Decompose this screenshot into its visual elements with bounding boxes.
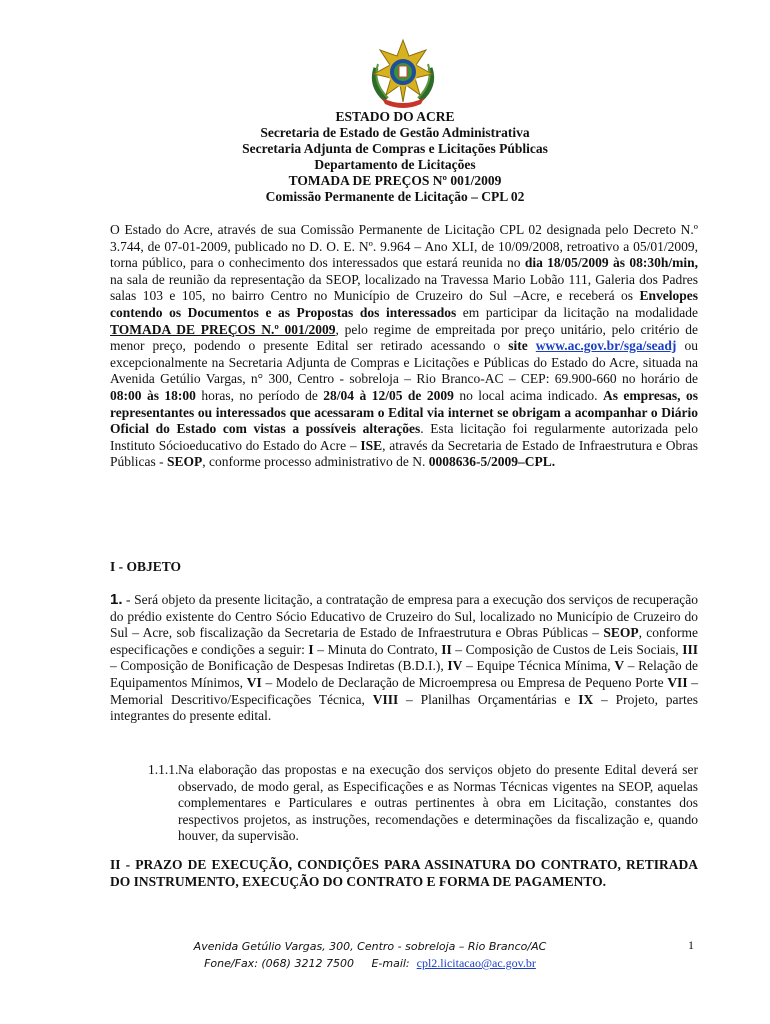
item-number: 1. [110,591,123,608]
header-commission: Comissão Permanente de Licitação – CPL 02 [265,189,525,204]
intro-text: , através da Secretaria de Estado de Infraestrutura e Obras Públicas - [110,437,698,470]
envelopes-text: Envelopes contendo os Documentos e as Propostas dos interessados [110,288,698,320]
document-header [100,109,690,205]
site-link[interactable]: www.ac.gov.br/sga/seadj [535,338,677,354]
intro-text: O Estado do Acre, através de sua Comissão Permanente de Licitação CPL 02 designada pelo Decreto N.º 3.744, de 07-01-2009, publicado no D. O. E. Nº. 9.964 – Ano XLI, de 10/09/2008, retroativo a 05/01/2009, torna público, para o conhecimento dos interessados que estará reunida no [110,222,698,271]
objeto-text: – Minuta do Contrato, [313,641,442,657]
header-department: Departamento de Licitações [314,157,476,172]
subitem-text: Na elaboração das propostas e na execução dos serviços objeto do presente Edital deverá ser observado, de modo geral, as Especificações e as Normas Técnicas vigentes na SEOP, aquelas complementares e Particulares e outras pertinentes à obra em Licitação, constantes dos respectivos projetos, as instruções, recomendações e determinações da fiscalização e, quando houver, da supervisão. [178,762,698,844]
seop-acronym: SEOP [603,625,639,641]
footer-contact [150,955,590,972]
intro-text: horas, no período de [195,387,324,403]
objeto-text: – Equipe Técnica Mínima, [462,658,615,674]
seop-acronym: SEOP [167,454,203,470]
roman-numeral: V [614,658,625,674]
intro-paragraph [110,222,698,471]
footer-phone: Fone/Fax: (068) 3212 7500 [204,957,354,970]
footer-address: Avenida Getúlio Vargas, 300, Centro - sobreloja – Rio Branco/AC [193,940,547,953]
intro-text: no local acima indicado. [453,387,603,403]
header-state: ESTADO DO ACRE [335,109,455,124]
objeto-text: , conforme especificações e condições a seguir: [110,625,698,657]
roman-numeral: IV [447,658,463,674]
header-secretariat: Secretaria de Estado de Gestão Administrativa [260,125,530,140]
roman-numeral: II [441,641,452,657]
objeto-text: – Composição de Custos de Leis Sociais, [451,641,683,657]
section-2-title: II - PRAZO DE EXECUÇÃO, CONDIÇÕES PARA ASSINATURA DO CONTRATO, RETIRADA DO INSTRUMENTO, EXECUÇÃO DO CONTRATO E FORMA DE PAGAMENTO. [110,857,698,889]
tender-modality: TOMADA DE PREÇOS N.º 001/2009 [110,321,336,337]
objeto-text: – Composição de Bonificação de Despesas Indiretas (B.D.I.), [110,658,448,674]
page-footer [150,938,590,972]
meeting-datetime: dia 18/05/2009 às 08:30h/min, [524,255,698,271]
objeto-text: – Memorial Descritivo/Especificações Técnica, [110,674,699,707]
objeto-text: – Relação de Equipamentos Mínimos, [110,658,698,690]
intro-text: , pelo regime de empreitada por preço unitário, pelo critério de menor preço, podendo o presente Edital ser retirado acessando o [110,321,698,354]
availability-period: 28/04 à 12/05 de 2009 [323,387,454,403]
footer-email-link[interactable]: cpl2.licitacao@ac.gov.br [416,956,536,970]
header-adjunct-secretariat: Secretaria Adjunta de Compras e Licitações Públicas [242,141,548,156]
intro-text: na sala de reunião da representação da SEOP, localizado na Travessa Mario Lobão 111, Galeria dos Padres salas 103 e 105, no bairro Centro no Município de Cruzeiro do Sul –Acre, e receberá os [110,271,698,304]
objeto-text: – Projeto, partes integrantes do presente edital. [110,691,698,724]
intro-text: , conforme processo administrativo de N. [202,454,429,470]
objeto-text: – Modelo de Declaração de Microempresa ou Empresa de Pequeno Porte [261,674,668,690]
intro-text: ou excepcionalmente na Secretaria Adjunta de Compras e Licitações e Públicas do Estado do Acre, situada na Avenida Getúlio Vargas, n° 300, Centro - sobreloja – Rio Branco-AC – CEP: 69.900-660 no horário de [110,338,699,387]
intro-text: em participar da licitação na modalidade [456,304,698,320]
section-objeto-title: I - OBJETO [110,559,182,574]
footer-email-label: E-mail: [371,957,410,970]
roman-numeral: VI [246,674,262,690]
objeto-text: – Planilhas Orçamentárias e [398,691,579,707]
roman-numeral: VII [667,674,688,690]
intro-text: . Esta licitação foi regularmente autorizada pelo Instituto Sócioeducativo do Estado do Acre – [110,421,698,453]
state-coat-of-arms-icon [366,38,440,108]
roman-numeral: III [682,641,698,657]
process-number: 0008636-5/2009–CPL. [428,454,556,470]
roman-numeral: I [308,641,314,657]
ise-acronym: ISE [360,437,383,453]
header-tender-number: TOMADA DE PREÇOS Nº 001/2009 [288,173,502,188]
objeto-item-1 [110,592,698,725]
objeto-text: - Será objeto da presente licitação, a contratação de empresa para a execução dos serviços de recuperação do prédio existente do Centro Sócio Educativo de Cruzeiro do Sul, localizado no Município de Cruzeiro do Sul – Acre, sob fiscalização da Secretaria de Estado de Infraestrutura e Obras Públicas – [110,592,698,641]
office-hours: 08:00 às 18:00 [110,387,196,403]
roman-numeral: IX [578,691,594,707]
page-number: 1 [688,938,694,952]
roman-numeral: VIII [372,691,399,707]
internet-warning: As empresas, os representantes ou interessados que acessaram o Edital via internet se obrigam a acompanhar o Diário Oficial do Estado com vistas a possíveis alterações [110,387,698,437]
subitem-number: 1.1.1. [148,762,179,777]
site-label: site [508,338,528,354]
